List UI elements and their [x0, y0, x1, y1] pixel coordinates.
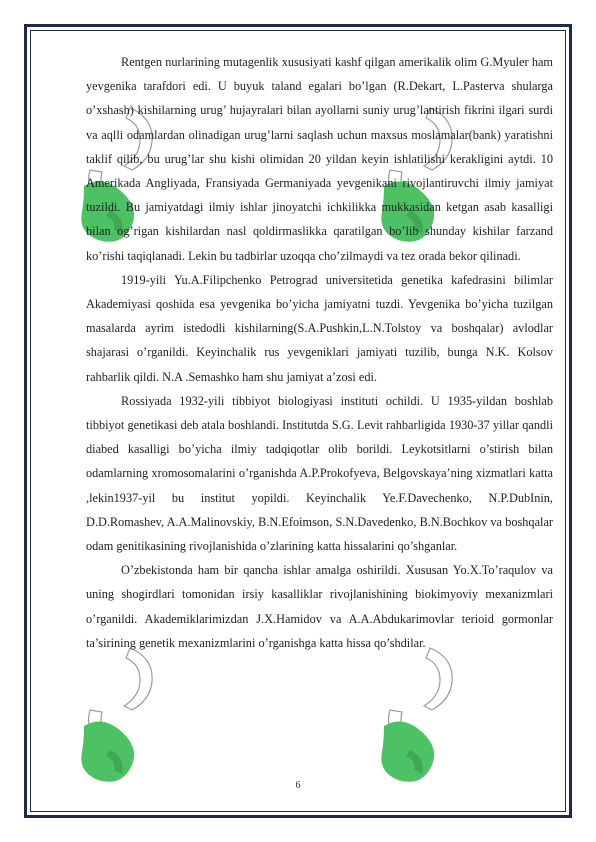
paragraph: Rossiyada 1932-yili tibbiyot biologiyasi instituti ochildi. U 1935-yildan boshlab tibbiyot genetikasi deb atala boshlandi. Institutda S.G. Levit rahbarligida 1930-37 yillar qandli diabed kasalligi bo’yicha ilmiy tadqiqotlar olib borildi. Leykotsitlarni o’stirish bilan odamlarning xromosomalarini o’rganishda A.P.Prokofyeva, Belgovskaya’ning xizmatlari katta ,lekin1937-yil bu institut yopildi. Keyinchalik Ye.F.Davechenko, N.P.DubInin, D.D.Romashev, A.A.Malinovskiy, B.N.Efoimson, S.N.Davedenko, B.N.Bochkov va boshqalar odam genitikasining rivojlanishida o’zlarining katta hissalarini qo’shganlar. — [86, 393, 553, 554]
paragraph: Rentgen nurlarining mutagenlik xususiyati kashf qilgan amerikalik olim G.Myuler ham yevgenika tarafdori edi. U buyuk taland egalari bo’lgan (R.Dekart, L.Pasterva shularga o’xshash) kishilarning urug’ hujayralari bilan ayollarni suniy urug’lantirish fikrini ilgari surdi va aqlli odamlardan olinadigan urug’larni saqlash uchun maxsus moslamalar(bank) yaratishni taklif qilib, bu urug’lar shu kishi olimidan 20 yildan keyin ishlatilishi kerakligini aytdi. 10 Amerikada Angliyada, Fransiyada Germaniyada yevgenikani rivojlantiruvchi ilmiy jamiyat tuzildi. Bu jamiyatdagi ilmiy ishlar jinoyatchi ichkilikka mukkasidan ketgan asab kasalligi bilan og’rigan kishilardan nasl qoldirmaslikka qaratilgan bo’lib shunday kishilar farzand ko’rishi taqiqlanadi. Lekin bu tadbirlar uzoqqa cho’zilmaydi va tez orada bekor qilinadi. — [86, 55, 553, 263]
sheep-watermark-icon — [370, 640, 480, 790]
paragraph: 1919-yili Yu.A.Filipchenko Petrograd universitetida genetika kafedrasini bilimlar Akademiyasi qoshida esa yevgenika bo’yicha jamiyatni tuzdi. Yevgenika bo’yicha tuzilgan masalarda ayrim istedodli kishilarning(S.A.Pushkin,L.N.Tolstoy va boshqalar) avlodlar shajarasi o’rganildi. Keyinchalik rus yevgeniklari jamiyati tuzilib, bunga N.K. Kolsov rahbarlik qildi. N.A .Semashko ham shu jamiyat a’zosi edi. — [86, 272, 553, 384]
document-body — [86, 50, 553, 655]
page-number: 6 — [295, 780, 301, 791]
paragraph: O’zbekistonda ham bir qancha ishlar amalga oshirildi. Xususan Yo.X.To’raqulov va uning shogirdlari tomonidan irsiy kasalliklar rivojlanishining biokimyoviy mexanizmlari o’rganildi. Akademiklarimizdan J.X.Hamidov va A.A.Abdukarimovlar terioid gormonlar ta’sirining genetik mexanizmlarini o’rganishga katta hissa qo’shdilar. — [86, 563, 553, 650]
sheep-watermark-icon — [70, 640, 180, 790]
